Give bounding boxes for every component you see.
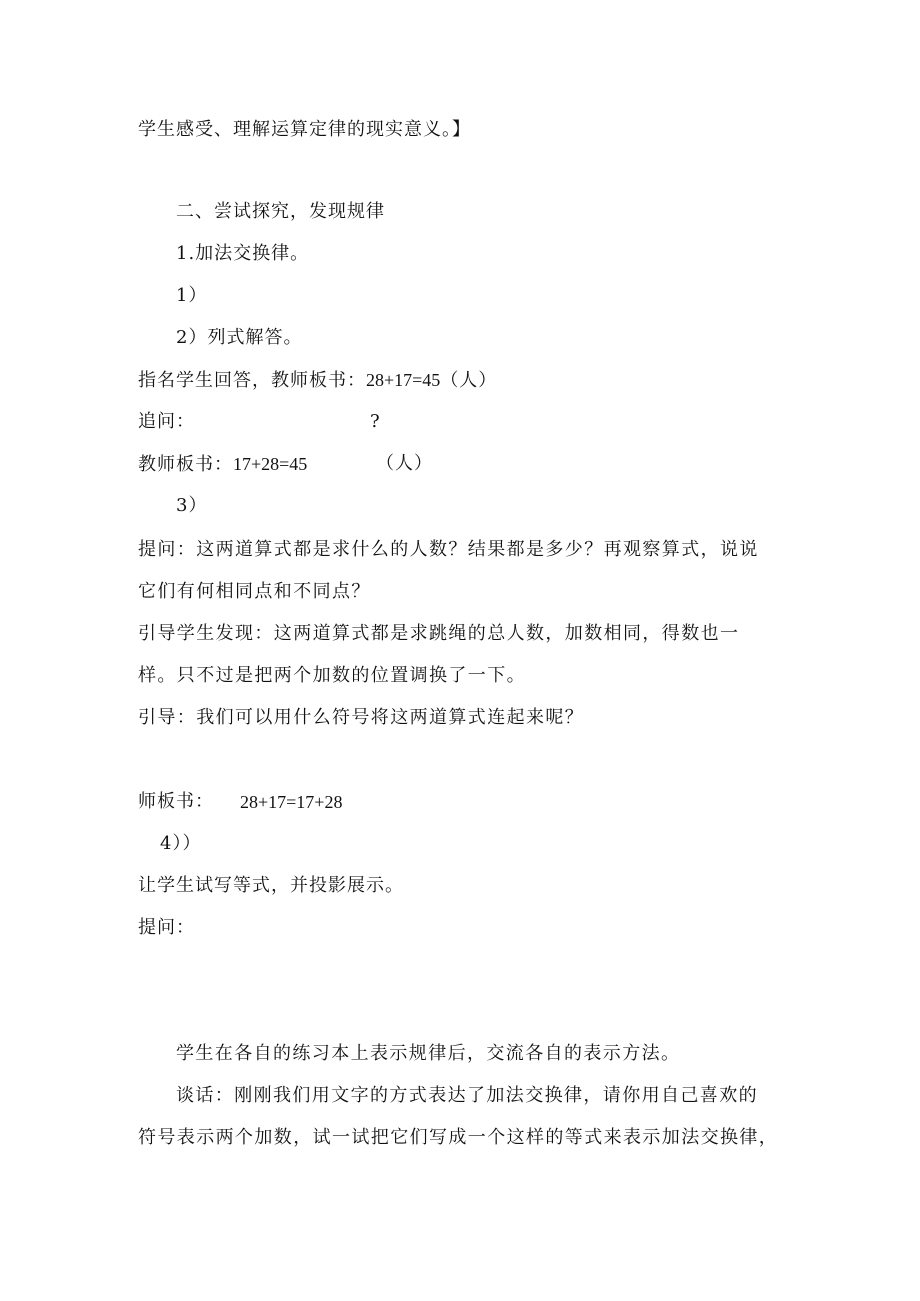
text-line: 引导学生发现：这两道算式都是求跳绳的总人数，加数相同，得数也一 <box>138 623 740 644</box>
text-line: 学生在各自的练习本上表示规律后，交流各自的表示方法。 <box>176 1043 681 1064</box>
step-label: 1） <box>176 285 208 306</box>
text-line <box>138 368 497 393</box>
unit-label: （人） <box>376 453 433 474</box>
text-line: 学生感受、理解运算定律的现实意义。】 <box>138 119 471 140</box>
text-line: 符号表示两个加数，试一试把它们写成一个这样的等式来表示加法交换律， <box>138 1127 779 1148</box>
subsection-heading: 1.加法交换律。 <box>176 243 310 264</box>
section-heading: 二、尝试探究，发现规律 <box>176 201 385 222</box>
question-mark: ? <box>370 411 381 432</box>
text-line: 谈话：刚刚我们用文字的方式表达了加法交换律，请你用自己喜欢的 <box>176 1085 758 1106</box>
step-label: 2）列式解答。 <box>176 327 303 348</box>
equation: 28+17=45 <box>366 370 441 390</box>
text-line: 样。只不过是把两个加数的位置调换了一下。 <box>138 665 526 686</box>
step-label: 4）） <box>160 833 202 854</box>
text-line: 提问： <box>138 917 195 938</box>
step-label: 3） <box>176 495 208 516</box>
text-line: 引导：我们可以用什么符号将这两道算式连起来呢？ <box>138 707 585 728</box>
text-line: 追问： <box>138 411 195 432</box>
text-line: 它们有何相同点和不同点？ <box>138 581 371 602</box>
text-line: 师板书： <box>138 791 214 812</box>
text-segment: 指名学生回答，教师板书： <box>138 370 366 391</box>
equation: 17+28=45 <box>233 454 308 474</box>
unit-label: （人） <box>440 370 498 391</box>
text-line: 让学生试写等式，并投影展示。 <box>138 875 404 896</box>
text-line <box>138 452 307 477</box>
equation: 28+17=17+28 <box>240 792 343 812</box>
text-line: 提问：这两道算式都是求什么的人数？结果都是多少？再观察算式，说说 <box>138 539 759 560</box>
text-segment: 教师板书： <box>138 454 233 475</box>
